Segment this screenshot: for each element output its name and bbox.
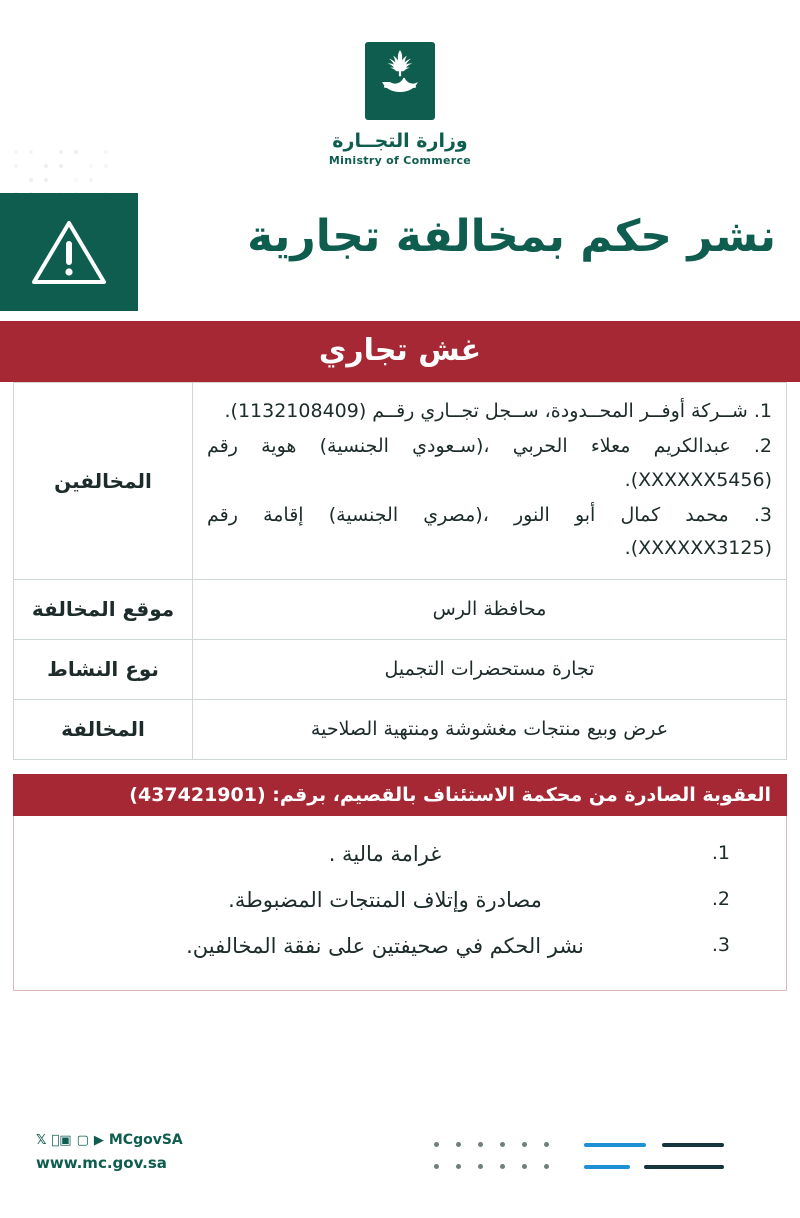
violation-value: عرض وبيع منتجات مغشوشة ومنتهية الصلاحية [193,700,787,760]
facebook-icon[interactable]: ▣ [51,1132,64,1148]
table-row-violation [14,700,787,760]
palm-and-swords-emblem-icon [365,42,435,120]
youtube-icon[interactable]: ▶ [86,1132,97,1148]
penalty-item: غرامة مالية . [328,842,442,867]
warning-triangle-icon [0,193,138,311]
violators-label: المخالفين [14,383,193,580]
instagram-icon[interactable]: ▢ [68,1132,82,1148]
penalty-item: نشر الحكم في صحيفتين على نفقة المخالفين. [186,934,584,959]
table-row-violators [14,383,787,580]
violator-item: 3. محمد كمال أبو النور ،(مصري الجنسية) إقامة رقم (XXXXXX3125). [207,503,772,559]
ministry-name-arabic: وزارة التجــارة [332,130,468,152]
violators-value [193,383,787,580]
location-label: موقع المخالفة [14,580,193,640]
penalty-item: مصادرة وإتلاف المنتجات المضبوطة. [228,888,542,913]
website-url[interactable]: www.mc.gov.sa [36,1154,167,1172]
violation-details-table [13,382,787,760]
footer-social-block [36,1132,183,1172]
twitter-icon[interactable]: 𝕏 [36,1132,47,1148]
ministry-logo-block [0,0,800,167]
ministry-name-english: Ministry of Commerce [328,154,472,167]
penalty-heading: العقوبة الصادرة من محكمة الاستئناف بالقصيم، برقم: (437421901) [13,774,787,816]
activity-value: تجارة مستحضرات التجميل [193,640,787,700]
violation-type-banner: غش تجاري [0,321,800,382]
page-title: نشر حكم بمخالفة تجارية [247,211,776,262]
penalty-body [13,816,787,991]
violator-item: 2. عبدالكريم معلاء الحربي ،(سـعودي الجنسية) هوية رقم (XXXXXX5456). [207,435,772,491]
table-row-activity [14,640,787,700]
page-footer [0,1132,800,1192]
location-value: محافظة الرس [193,580,787,640]
footer-decoration [434,1134,764,1182]
violator-item: 1. شــركة أوفــر المحــدودة، ســجل تجــاري رقــم (1132108409). [224,400,772,422]
social-handle: MCgovSA [101,1132,175,1148]
table-row-location [14,580,787,640]
page-title-row [0,193,800,311]
activity-label: نوع النشاط [14,640,193,700]
violation-label: المخالفة [14,700,193,760]
